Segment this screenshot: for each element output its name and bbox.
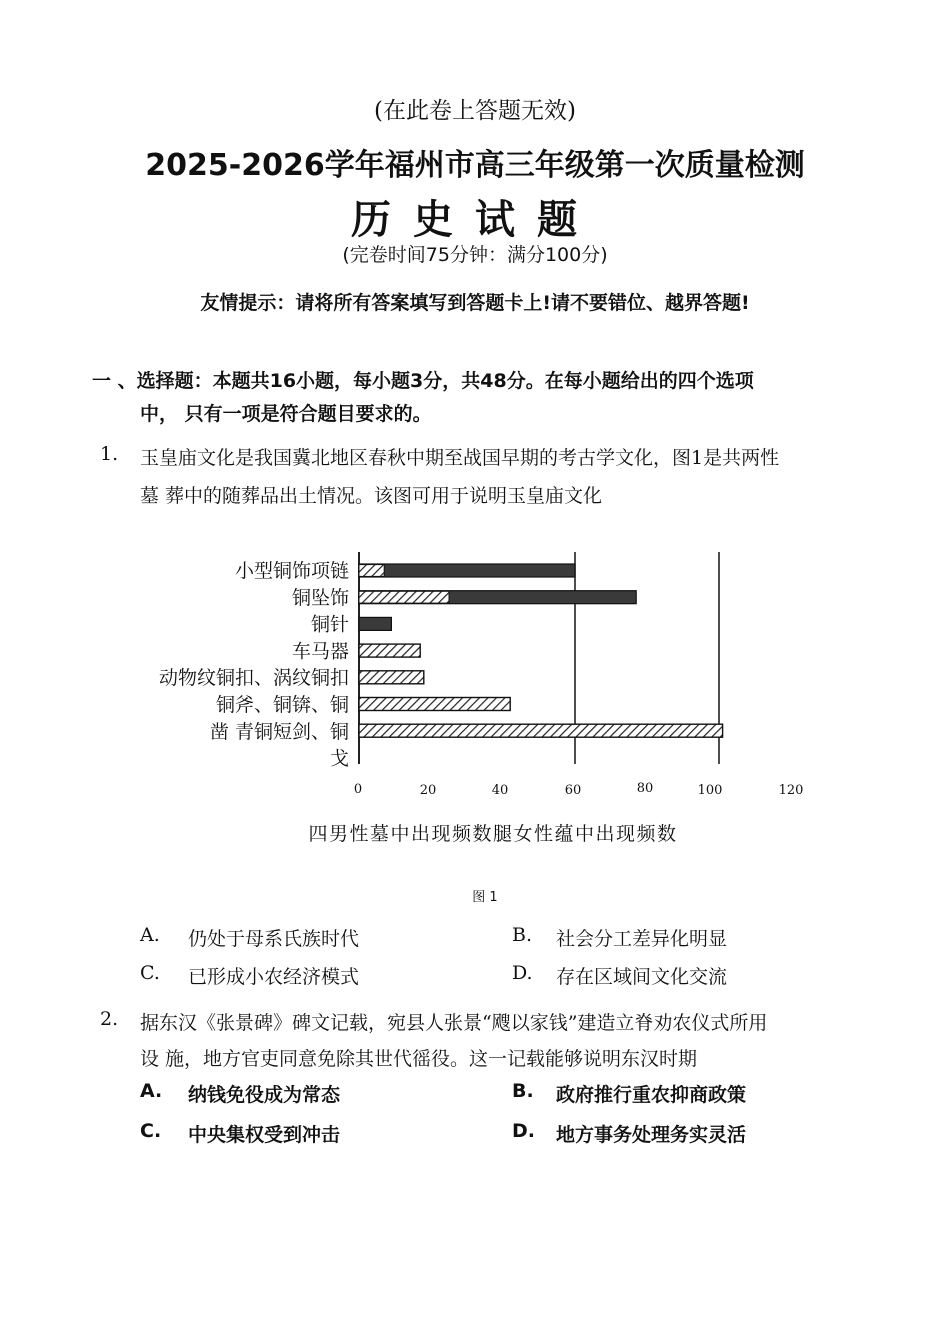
notice-text: (在此卷上答题无效) [374,98,576,124]
bar-male-0 [359,564,575,577]
q2-number: 2. [100,1008,119,1030]
q2-text-line2: 设 施，地方官吏同意免除其世代徭役。这一记载能够说明东汉时期 [140,1048,698,1070]
q2-option-b-text: 政府推行重农抑商政策 [556,1084,747,1106]
bar-male-2 [359,617,391,630]
category-label-5: 铜斧、铜锛、铜 [215,694,349,716]
q1-option-b-text: 社会分工差异化明显 [556,928,728,950]
x-tick-label-40: 40 [491,783,509,798]
section-heading-line2: 中， 只有一项是符合题目要求的。 [140,403,432,425]
x-tick-label-0: 0 [353,782,363,797]
x-tick-label-120: 120 [778,783,804,798]
chart-legend: 四男性墓中出现频数腿女性蕴中出现频数 [308,823,678,845]
q2-option-c-letter: C. [140,1120,162,1142]
category-label-0: 小型铜饰项链 [234,560,349,582]
category-label-6: 凿 青铜短剑、铜 [209,720,349,743]
bar-female-6 [359,724,723,737]
x-tick-label-60: 60 [564,783,582,798]
bar-female-3 [359,644,420,657]
category-label-4: 动物纹铜扣、涡纹铜扣 [158,667,349,690]
figure-1-chart [0,540,950,860]
q2-option-d-text: 地方事务处理务实灵活 [556,1124,747,1146]
category-label-2: 铜针 [310,613,349,636]
exam-info: (完卷时间75分钟：满分100分) [342,244,608,266]
bar-female-4 [359,671,424,684]
q1-option-c-letter: C. [140,962,160,984]
exam-title: 2025-2026学年福州市高三年级第一次质量检测 [145,148,805,183]
q1-option-c-text: 已形成小农经济模式 [188,966,360,988]
subject-title: 历史试题 [351,197,599,243]
q1-text-line2: 墓 葬中的随葬品出土情况。该图可用于说明玉皇庙文化 [140,485,603,507]
q1-option-a-letter: A. [140,924,160,946]
q2-option-a-text: 纳钱免役成为常态 [188,1084,341,1106]
x-tick-label-20: 20 [419,783,437,798]
q1-option-d-letter: D. [512,962,533,984]
section-heading-line1: 一 、选择题：本题共16小题，每小题3分，共48分。在每小题给出的四个选项 [92,370,754,392]
q2-option-a-letter: A. [140,1080,163,1102]
x-tick-label-100: 100 [697,783,723,798]
category-label-3: 车马器 [291,640,349,663]
figure-caption: 图 1 [472,890,498,905]
x-tick-label-80: 80 [636,781,654,796]
q2-option-d-letter: D. [512,1120,535,1142]
bar-female-0 [359,565,384,577]
q1-option-d-text: 存在区域间文化交流 [556,966,728,988]
q1-option-b-letter: B. [512,924,533,946]
bar-female-1 [359,591,449,603]
q2-option-c-text: 中央集权受到冲击 [188,1124,341,1146]
q1-number: 1. [100,443,119,465]
q1-option-a-text: 仍处于母系氏族时代 [188,928,360,950]
q2-text-line1: 据东汉《张景碑》碑文记载，宛县人张景“飕以家钱”建造立脊劝农仪式所用 [140,1012,768,1034]
q1-text-line1: 玉皇庙文化是我国冀北地区春秋中期至战国早期的考古学文化，图1是共两性 [140,447,780,469]
q2-option-b-letter: B. [512,1080,534,1102]
category-label-7: 戈 [329,747,349,770]
category-label-1: 铜坠饰 [291,586,349,609]
bar-female-5 [359,698,510,711]
friendly-tip: 友情提示：请将所有答案填写到答题卡上!请不要错位、越界答题! [200,292,750,314]
